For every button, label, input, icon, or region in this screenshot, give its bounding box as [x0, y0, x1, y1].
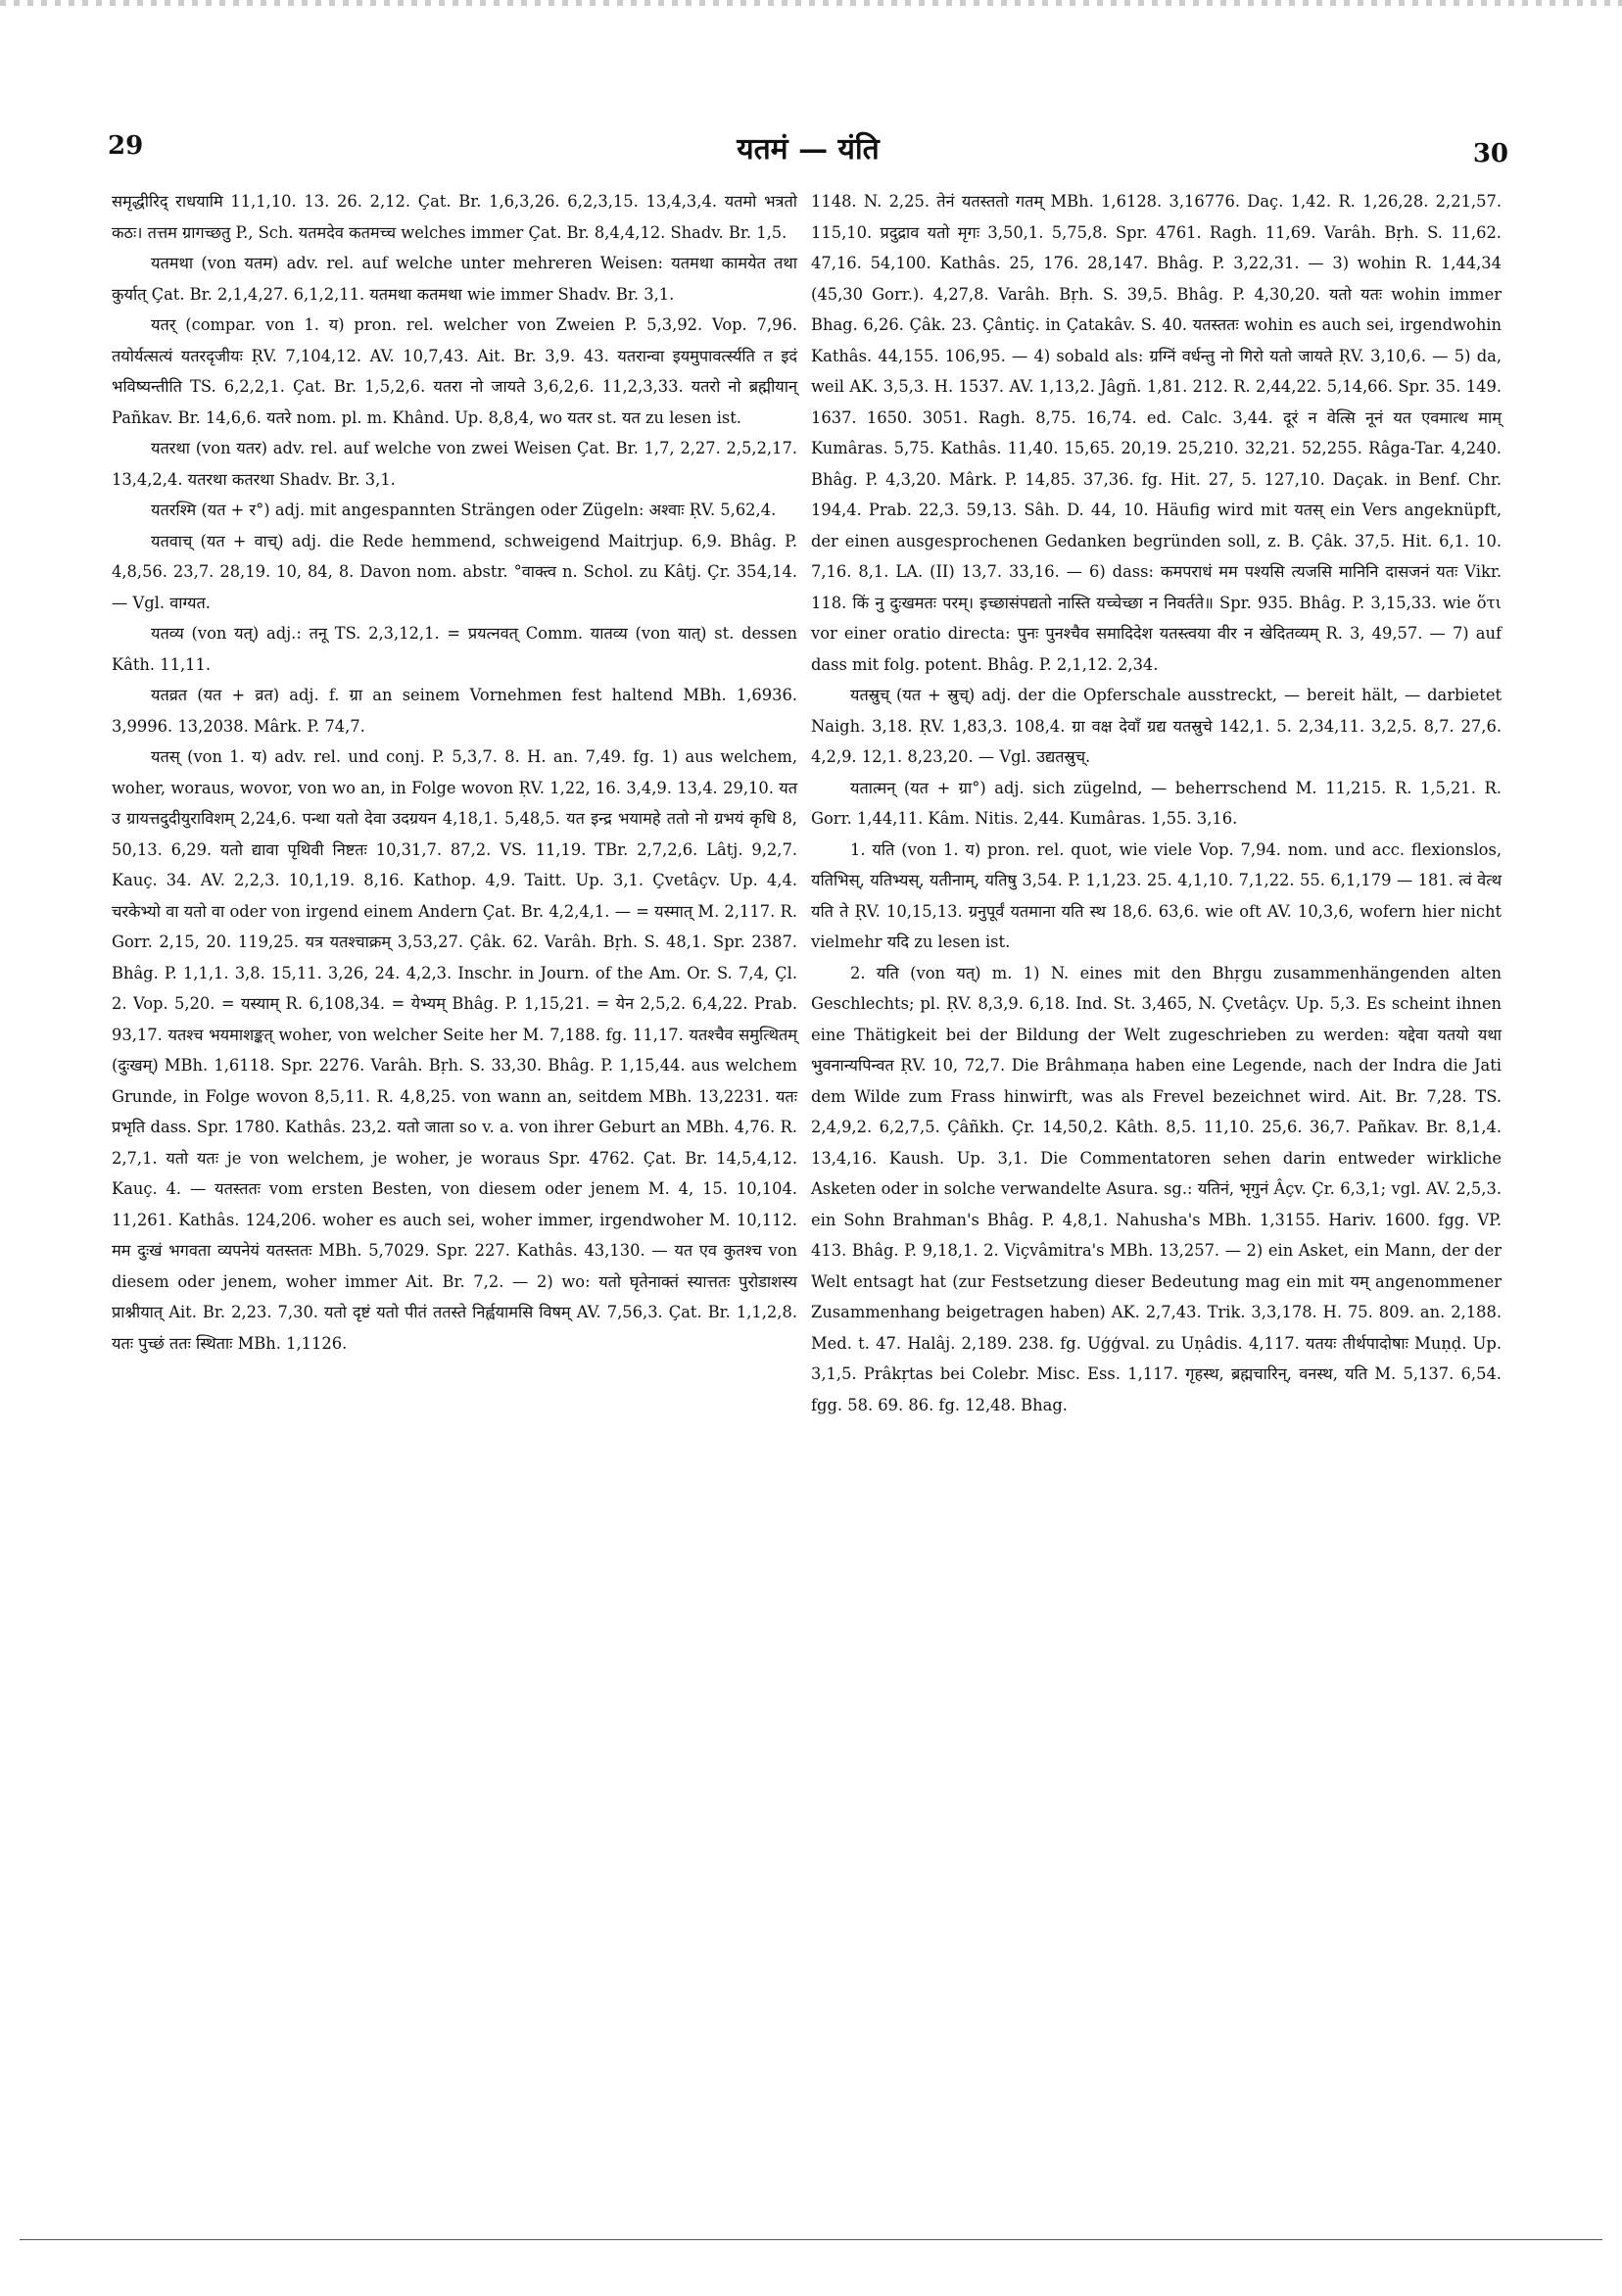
dictionary-entry: 1. यति (von 1. य) pron. rel. quot, wie viele Vop. 7,94. nom. und acc. flexionslos, यतिभिस्, यतिभ्यस्, यतीनाम्, यतिषु 3,54. P. 1,1,23. 25. 4,1,10. 7,1,22. 55. 6,1,179 — 181. त्वं वेत्थ यति ते ṚV. 10,15,13. ग्रनुपूर्वं यतमाना यति स्थ 18,6. 63,6. wie oft AV. 10,3,6, wofern hier nicht vielmehr यदि zu lesen ist.: [811, 839, 1502, 951]
bottom-rule: [20, 2239, 1602, 2240]
dictionary-entry: यतस् (von 1. य) adv. rel. und conj. P. 5,3,7. 8. H. an. 7,49. fg. 1) aus welchem, woher, woraus, wovor, von wo an, in Folge wovon ṚV. 1,22, 16. 3,4,9. 13,4. 29,10. यत उ ग्रायत्तदुदीयुराविशम् 2,24,6. पन्था यतो देवा उदग्रयन 4,18,1. 5,48,5. यत इन्द्र भयामहे ततो नो ग्रभयं कृधि 8, 50,13. 6,29. यतो द्यावा पृथिवी निष्टतः 10,31,7. 87,2. VS. 11,19. TBr. 2,7,2,6. Lâtj. 9,2,7. Kauç. 34. AV. 2,2,3. 10,1,19. 8,16. Kathop. 4,9. Taitt. Up. 3,1. Çvetâçv. Up. 4,4. चरकेभ्यो वा यतो वा oder von irgend einem Andern Çat. Br. 4,2,4,1. — = यस्मात् M. 2,117. R. Gorr. 2,15, 20. 119,25. यत्र यतश्चाक्रम् 3,53,27. Çâk. 62. Varâh. Bṛh. S. 48,1. Spr. 2387. Bhâg. P. 1,1,1. 3,8. 15,11. 3,26, 24. 4,2,3. Inschr. in Journ. of the Am. Or. S. 7,4, Çl. 2. Vop. 5,20. = यस्याम् R. 6,108,34. = येभ्यम् Bhâg. P. 1,15,21. = येन 2,5,2. 6,4,22. Prab. 93,17. यतश्च भयमाशङ्कत् woher, von welcher Seite her M. 7,188. fg. 11,17. यतश्चैव समुत्थितम् (दुःखम्) MBh. 1,6118. Spr. 2276. Varâh. Bṛh. S. 33,30. Bhâg. P. 1,15,44. aus welchem Grunde, in Folge wovon 8,5,11. R. 4,8,25. von wann an, seitdem MBh. 13,2231. यतः प्रभृति dass. Spr. 1780. Kathâs. 23,2. यतो जाता so v. a. von ihrer Geburt an MBh. 4,76. R. 2,7,1. यतो यतः je von welchem, je woher, je woraus Spr. 4762. Çat. Br. 14,5,4,12. Kauç. 4. — यतस्ततः vom ersten Besten, von diesem oder jenem M. 4, 15. 10,104. 11,261. Kathâs. 124,206. woher es auch sei, woher immer, irgendwoher M. 10,112. मम दुःखं भगवता व्यपनेयं यतस्ततः MBh. 5,7029. Spr. 227. Kathâs. 43,130. — यत एव कुतश्च von diesem oder jenem, woher immer Ait. Br. 7,2. — 2) wo: यतो घृतेनाक्तं स्यात्ततः पुरोडाशस्य प्राश्नीयात् Ait. Br. 2,23. 7,30. यतो दृष्टं यतो पीतं ततस्ते निर्ह्वयामसि विषम् AV. 7,56,3. Çat. Br. 1,1,2,8. यतः पुच्छं ततः स्थिताः MBh. 1,1126.: [112, 747, 797, 1353]
dictionary-entry: यतस्रुच् (यत + स्रुच्) adj. der die Opferschale ausstreckt, — bereit hält, — darbietet Naigh. 3,18. ṚV. 1,83,3. 108,4. ग्रा वक्ष देवाँ ग्रद्य यतस्रुचे 142,1. 5. 2,34,11. 3,2,5. 8,7. 27,6. 4,2,9. 12,1. 8,23,20. — Vgl. उद्यतस्रुच्.: [811, 686, 1502, 766]
dictionary-entry: समृद्धीरिद् राधयामि 11,1,10. 13. 26. 2,12. Çat. Br. 1,6,3,26. 6,2,3,15. 13,4,3,4. यतमो भत्रतो कठः। तत्तम ग्रागच्छतु P., Sch. यतमदेव कतमच्च welches immer Çat. Br. 8,4,4,12. Shadv. Br. 1,5.: [112, 192, 797, 242]
dictionary-entry: यतर् (compar. von 1. य) pron. rel. welcher von Zweien P. 5,3,92. Vop. 7,96. तयोर्यत्सत्यं यतरदृजीयः ṚV. 7,104,12. AV. 10,7,43. Ait. Br. 3,9. 43. यतरान्वा इयमुपावर्त्स्यति त इदं भविष्यन्तीति TS. 6,2,2,1. Çat. Br. 1,5,2,6. यतरा नो जायते 3,6,2,6. 11,2,3,33. यतरो नो ब्रह्मीयान् Pañkav. Br. 14,6,6. यतरे nom. pl. m. Khând. Up. 8,8,4, wo यतर st. यत zu lesen ist.: [112, 315, 797, 427]
dictionary-entry: यतवाच् (यत + वाच्) adj. die Rede hemmend, schweigend Maitrjup. 6,9. Bhâg. P. 4,8,56. 23,7. 28,19. 10, 84, 8. Davon nom. abstr. °वाक्त्व n. Schol. zu Kâtj. Çr. 354,14. — Vgl. वाग्यत.: [112, 531, 797, 612]
dictionary-entry: यतमथा (von यतम) adv. rel. auf welche unter mehreren Weisen: यतमथा कामयेत तथा कुर्यात् Çat. Br. 2,1,4,27. 6,1,2,11. यतमथा कतमथा wie immer Shadv. Br. 3,1.: [112, 254, 797, 304]
top-edge-rule: [0, 0, 1622, 6]
dictionary-entry: 1148. N. 2,25. तेनं यतस्ततो गतम् MBh. 1,6128. 3,16776. Daç. 1,42. R. 1,26,28. 2,21,57. 115,10. प्रदुद्राव यतो मृगः 3,50,1. 5,75,8. Spr. 4761. Ragh. 11,69. Varâh. Bṛh. S. 11,62. 47,16. 54,100. Kathâs. 25, 176. 28,147. Bhâg. P. 3,22,31. — 3) wohin R. 1,44,34 (45,30 Gorr.). 4,27,8. Varâh. Bṛh. S. 39,5. Bhâg. P. 4,30,20. यतो यतः wohin immer Bhag. 6,26. Çâk. 23. Çântiç. in Çatakâv. S. 40. यतस्ततः wohin es auch sei, irgendwohin Kathâs. 44,155. 106,95. — 4) sobald als: ग्रग्निं वर्धन्तु नो गिरो यतो जायते ṚV. 3,10,6. — 5) da, weil AK. 3,5,3. H. 1537. AV. 1,13,2. Jâgñ. 1,81. 212. R. 2,44,22. 5,14,66. Spr. 35. 149. 1637. 1650. 3051. Ragh. 8,75. 16,74. ed. Calc. 3,44. दूरं न वेत्सि नूनं यत एवमात्थ माम् Kumâras. 5,75. Kathâs. 11,40. 15,65. 20,19. 25,210. 32,21. 52,255. Râga-Tar. 4,240. Bhâg. P. 4,3,20. Mârk. P. 14,85. 37,36. fg. Hit. 27, 5. 127,10. Daçak. in Benf. Chr. 194,4. Prab. 22,3. 59,13. Sâh. D. 44, 10. Häufig wird mit यतस् ein Vers angeknüpft, der einen ausgesprochenen Gedanken begründen soll, z. B. Çâk. 37,5. Hit. 6,1. 10. 7,16. 8,1. LA. (II) 13,7. 33,16. — 6) dass: कमपराधं मम पश्यसि त्यजसि मानिनि दासजनं यतः Vikr. 118. किं नु दुःखमतः परम्। इच्छासंपद्यतो नास्ति यच्चेच्छा न निवर्तते॥ Spr. 935. Bhâg. P. 3,15,33. wie ὅτι vor einer oratio directa: पुनः पुनश्चैव समादिदेश यतस्त्वया वीर न खेदितव्यम् R. 3, 49,57. — 7) auf dass mit folg. potent. Bhâg. P. 2,1,12. 2,34.: [811, 192, 1502, 674]
left-column: [112, 186, 797, 1359]
dictionary-entry: यतात्मन् (यत + ग्रा°) adj. sich zügelnd, — beherrschend M. 11,215. R. 1,5,21. R. Gorr. 1,44,11. Kâm. Nitis. 2,44. Kumâras. 1,55. 3,16.: [811, 778, 1502, 828]
running-head: यतमं — यंति: [737, 132, 880, 167]
page-number-right: 30: [1472, 139, 1508, 168]
dictionary-entry: यतव्य (von यत्) adj.: तनू TS. 2,3,12,1. = प्रयत्नवत् Comm. यातव्य (von यात्) st. dessen Kâth. 11,11.: [112, 624, 797, 674]
dictionary-entry: यतव्रत (यत + व्रत) adj. f. ग्रा an seinem Vornehmen fest haltend MBh. 1,6936. 3,9996. 13,2038. Mârk. P. 74,7.: [112, 686, 797, 736]
dictionary-entry: यतरश्मि (यत + र°) adj. mit angespannten Strängen oder Zügeln: अश्वाः ṚV. 5,62,4.: [151, 501, 777, 519]
page-number-left: 29: [108, 131, 144, 161]
right-column: [811, 186, 1502, 1420]
page-header: [108, 127, 1508, 176]
dictionary-entry: 2. यति (von यत्) m. 1) N. eines mit den Bhṛgu zusammenhängenden alten Geschlechts; pl. ṚV. 8,3,9. 6,18. Ind. St. 3,465, N. Çvetâçv. Up. 5,3. Es scheint ihnen eine Thätigkeit bei der Bildung der Welt zugeschrieben zu werden: यद्देवा यतयो यथा भुवनान्यपिन्वत ṚV. 10, 72,7. Die Brâhmaṇa haben eine Legende, nach der Indra die Jati dem Wilde zum Frass hinwirft, was als Frevel bezeichnet wird. Ait. Br. 7,28. TS. 2,4,9,2. 6,2,7,5. Çâñkh. Çr. 14,50,2. Kâth. 8,5. 11,10. 25,6. 36,7. Pañkav. Br. 8,1,4. 13,4,16. Kaush. Up. 3,1. Die Commentatoren sehen darin entweder wirkliche Asketen oder in solche verwandelte Asura. sg.: यतिनं, भृगुनं Âçv. Çr. 6,3,1; vgl. AV. 2,5,3. ein Sohn Brahman's Bhâg. P. 4,8,1. Nahusha's MBh. 1,3155. Hariv. 1600. fgg. VP. 413. Bhâg. P. 9,18,1. 2. Viçvâmitra's MBh. 13,257. — 2) ein Asket, ein Mann, der der Welt entsagt hat (zur Festsetzung dieser Bedeutung mag ein mit यम् angenommener Zusammenhang beigetragen haben) AK. 2,7,43. Trik. 3,3,178. H. 75. 809. an. 2,188. Med. t. 47. Halâj. 2,189. 238. fg. Uģģval. zu Uṇâdis. 4,117. यतयः तीर्थपादोषाः Muṇḍ. Up. 3,1,5. Prâkṛtas bei Colebr. Misc. Ess. 1,117. गृहस्थ, ब्रह्मचारिन्, वनस्थ, यति M. 5,137. 6,54. fgg. 58. 69. 86. fg. 12,48. Bhag.: [811, 963, 1502, 1414]
dictionary-entry: यतरथा (von यतर) adv. rel. auf welche von zwei Weisen Çat. Br. 1,7, 2,27. 2,5,2,17. 13,4,2,4. यतरथा कतरथा Shadv. Br. 3,1.: [112, 439, 797, 489]
